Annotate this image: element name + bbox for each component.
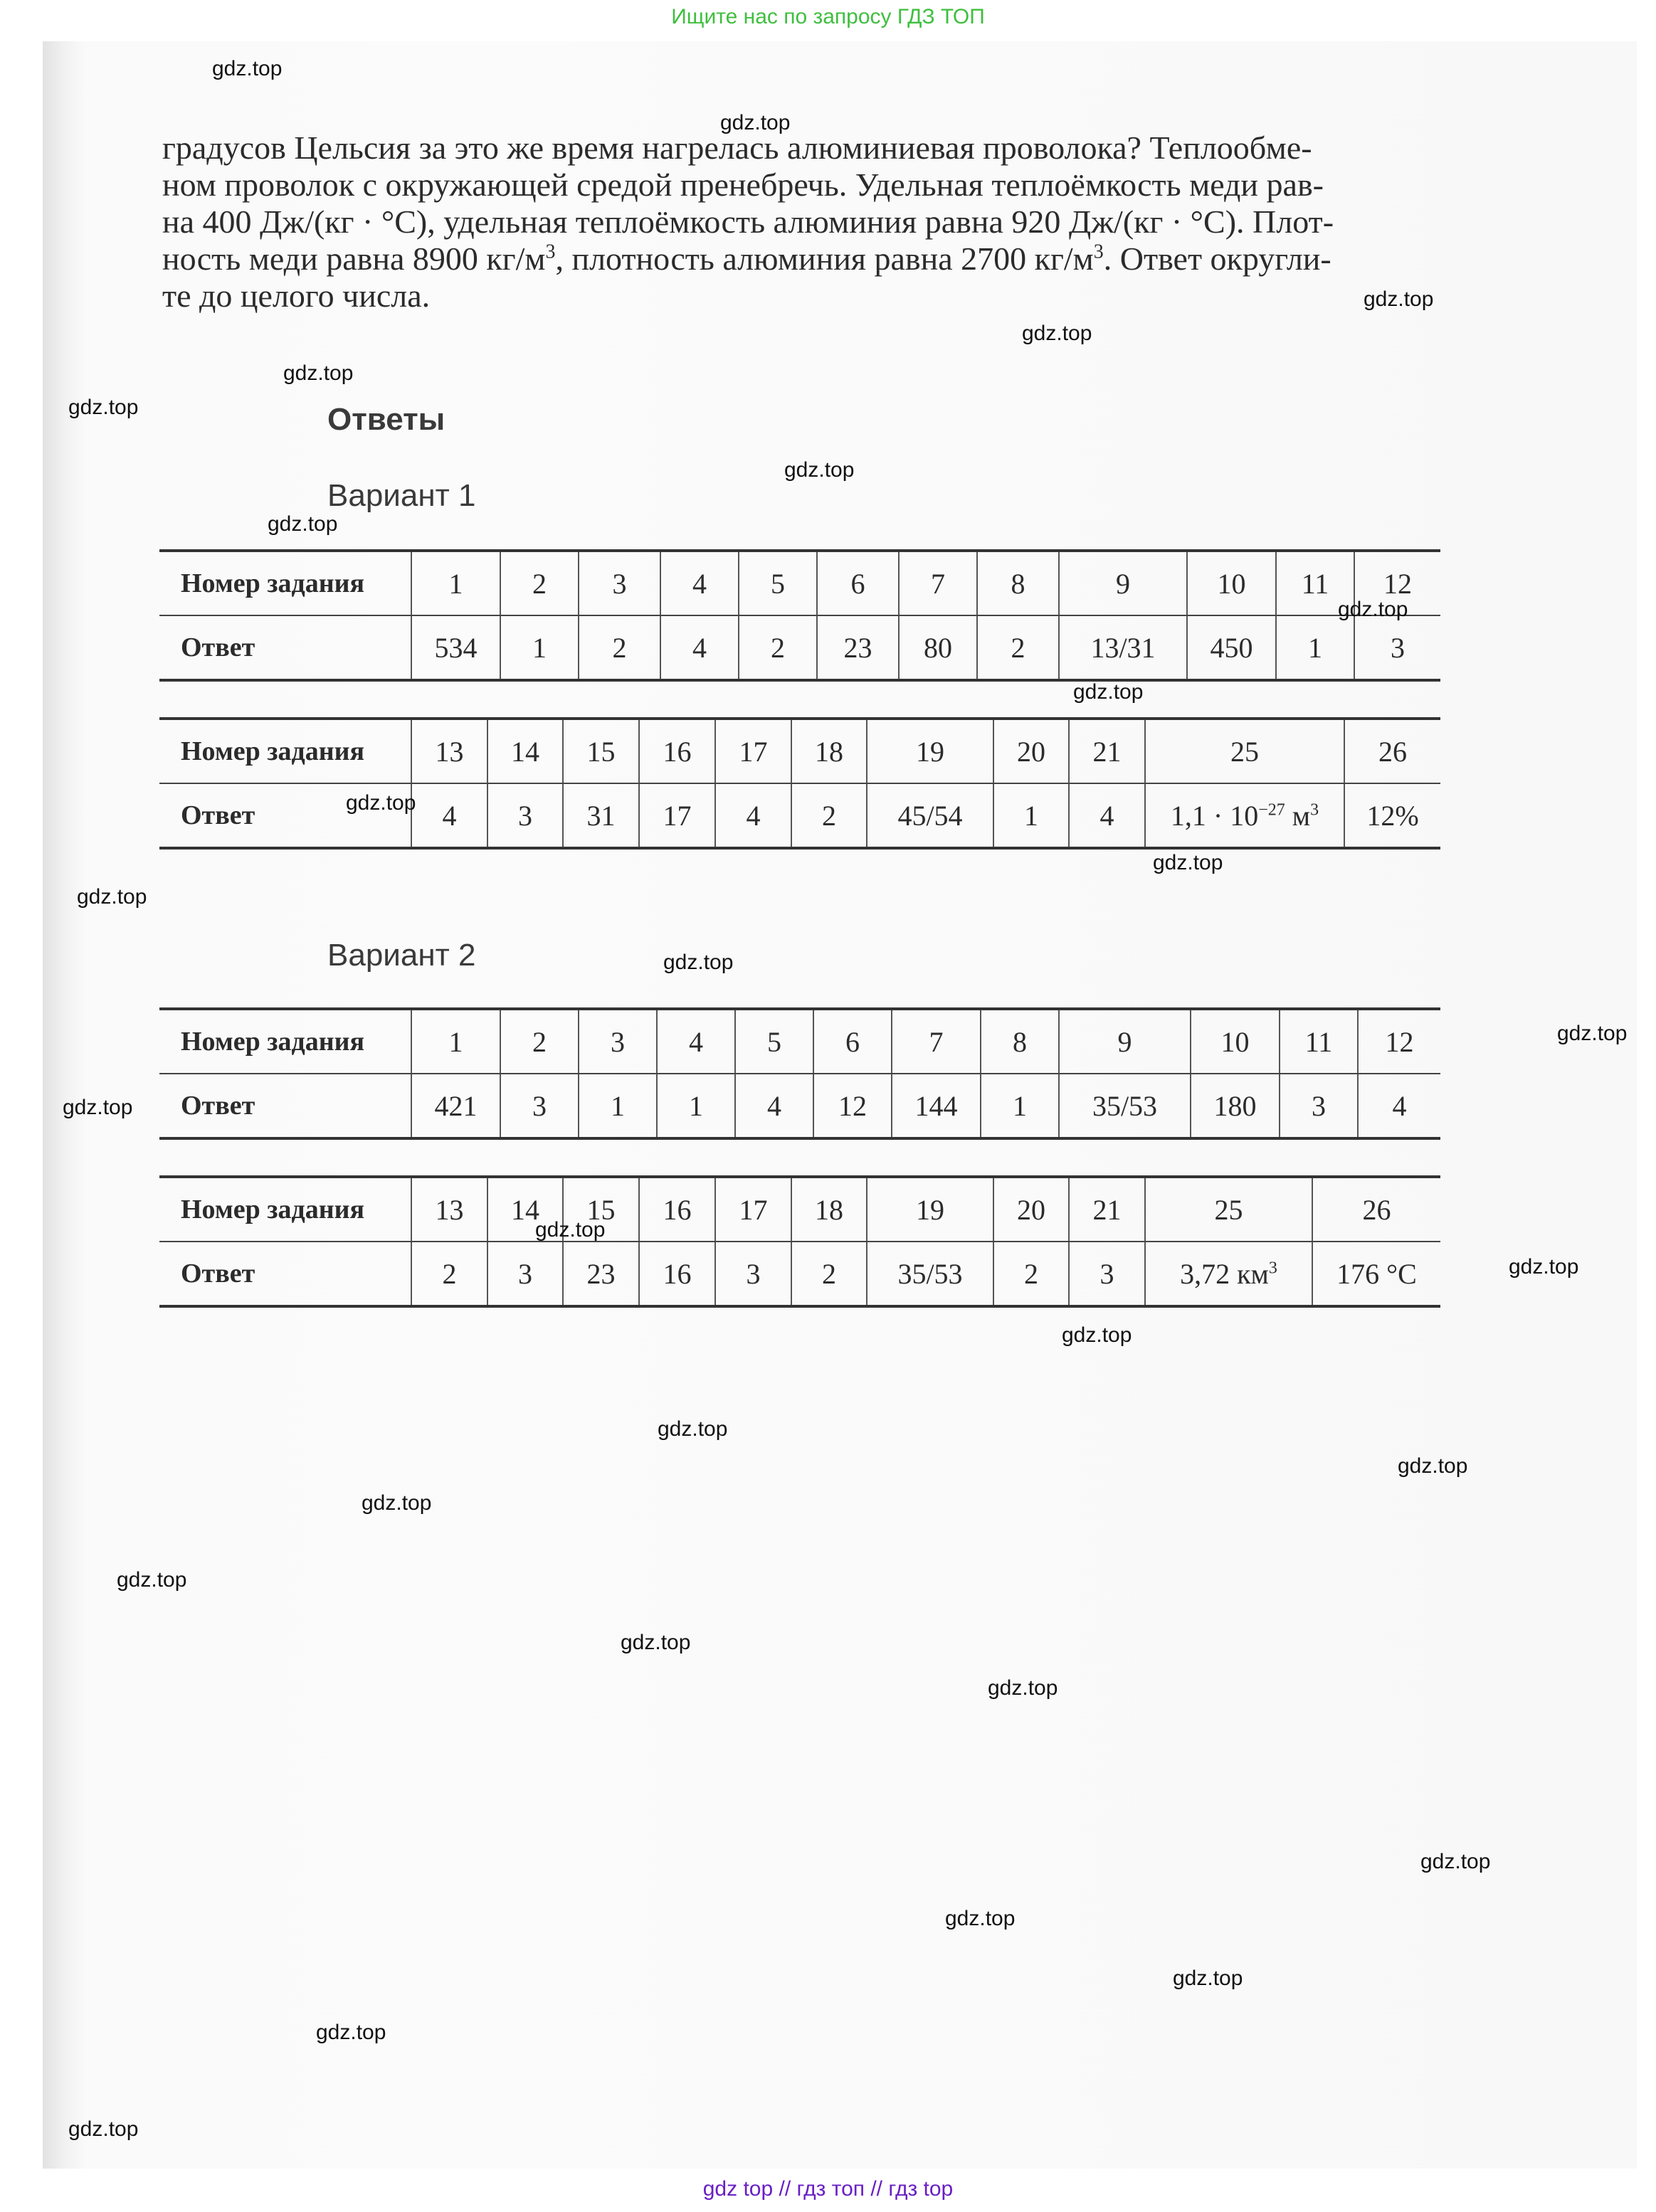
task-number-row	[159, 1009, 1440, 1074]
task-number: 11	[1276, 551, 1354, 615]
task-number: 12	[1358, 1009, 1440, 1074]
row-label: Ответ	[181, 1259, 255, 1288]
answer-cell: 4	[735, 1074, 813, 1138]
watermark: gdz.top	[988, 1676, 1058, 1700]
answer-cell: 31	[563, 783, 639, 848]
answer-cell: 2	[993, 1242, 1069, 1306]
problem-line: градусов Цельсия за это же время нагрелась алюминиевая проволока? Теплообме-	[162, 129, 1312, 166]
answer-cell: $1,1 \cdot 10^{-27}$ $м^3$	[1145, 783, 1344, 848]
answer-cell: 2	[791, 1242, 867, 1306]
answer-cell: 4	[660, 615, 739, 680]
answer-cell: 4	[715, 783, 791, 848]
watermark: gdz.top	[1153, 851, 1223, 874]
answer-cell: 180	[1191, 1074, 1280, 1138]
answer-cell: 1	[579, 1074, 657, 1138]
answer-row	[159, 1074, 1440, 1138]
task-number: 5	[735, 1009, 813, 1074]
answer-cell: 4	[411, 783, 487, 848]
watermark: gdz.top	[1022, 322, 1092, 345]
answer-cell: 3	[487, 1242, 563, 1306]
answer-cell: 1	[500, 615, 579, 680]
task-number: 7	[899, 551, 977, 615]
task-number: 8	[977, 551, 1059, 615]
answer-cell: 3,72 $км^3$	[1145, 1242, 1312, 1306]
answer-cell: 3	[500, 1074, 579, 1138]
answer-cell: 12%	[1344, 783, 1440, 848]
answer-cell: 2	[791, 783, 867, 848]
variant-1-title: Вариант 1	[327, 478, 476, 513]
row-label: Ответ	[181, 800, 255, 830]
task-number: 16	[639, 719, 715, 783]
answer-cell: 80	[899, 615, 977, 680]
task-number: 14	[487, 1177, 563, 1242]
task-number: 15	[563, 719, 639, 783]
answer-cell: 2	[977, 615, 1059, 680]
watermark: gdz.top	[945, 1907, 1016, 1930]
watermark: gdz.top	[117, 1568, 187, 1592]
answers-heading: Ответы	[327, 402, 445, 437]
answer-cell: 17	[639, 783, 715, 848]
watermark: gdz.top	[535, 1218, 606, 1242]
problem-line: ность меди равна 8900 $кг/м^3$, плотность алюминия равна 2700 $кг/м^3$. Ответ округли-	[162, 240, 1331, 277]
problem-line: ном проволок с окружающей средой пренебречь. Удельная теплоёмкость меди рав-	[162, 166, 1324, 203]
answer-cell: 13/31	[1059, 615, 1187, 680]
answer-cell: 45/54	[867, 783, 993, 848]
answer-cell: 4	[1069, 783, 1145, 848]
watermark: gdz.top	[1173, 1967, 1243, 1990]
task-number: 18	[791, 719, 867, 783]
watermark: gdz.top	[1338, 598, 1408, 621]
bottom-banner[interactable]: gdz top // гдз топ // гдз top	[702, 2177, 954, 2201]
watermark: gdz.top	[212, 57, 283, 80]
variant-2-title: Вариант 2	[327, 938, 476, 973]
task-number: 1	[411, 1009, 500, 1074]
task-number: 3	[579, 1009, 657, 1074]
answer-cell: 421	[411, 1074, 500, 1138]
answer-cell: 3	[1280, 1074, 1358, 1138]
variant-1-table-2	[159, 717, 1440, 850]
watermark: gdz.top	[268, 512, 338, 536]
watermark: gdz.top	[720, 111, 791, 134]
answer-cell: 450	[1187, 615, 1276, 680]
watermark: gdz.top	[621, 1631, 691, 1654]
task-number: 9	[1059, 1009, 1191, 1074]
task-number: 26	[1312, 1177, 1440, 1242]
problem-text	[162, 129, 1443, 314]
task-number: 19	[867, 1177, 993, 1242]
top-banner[interactable]: Ищите нас по запросу ГДЗ ТОП	[671, 5, 985, 28]
answer-row	[159, 1242, 1440, 1306]
task-number-row	[159, 551, 1440, 615]
watermark: gdz.top	[316, 2021, 386, 2044]
variant-1-table-1	[159, 549, 1440, 682]
watermark: gdz.top	[1557, 1022, 1628, 1045]
task-number: 21	[1069, 719, 1145, 783]
task-number: 4	[660, 551, 739, 615]
row-label: Ответ	[181, 1091, 255, 1121]
task-number: 15	[563, 1177, 639, 1242]
watermark: gdz.top	[77, 885, 147, 909]
variant-2-table-2	[159, 1175, 1440, 1308]
answer-cell: 35/53	[1059, 1074, 1191, 1138]
answer-cell: 3	[1354, 615, 1440, 680]
task-number-row	[159, 1177, 1440, 1242]
watermark: gdz.top	[346, 791, 416, 815]
answer-cell: 1	[981, 1074, 1059, 1138]
task-number: 3	[579, 551, 660, 615]
watermark: gdz.top	[658, 1417, 728, 1441]
answer-cell: 1	[1276, 615, 1354, 680]
task-number: 2	[500, 1009, 579, 1074]
task-number: 13	[411, 719, 487, 783]
task-number-row	[159, 719, 1440, 783]
problem-line: на 400 Дж/(кг · °С), удельная теплоёмкость алюминия равна 920 Дж/(кг · °С). Плот-	[162, 203, 1334, 240]
watermark: gdz.top	[283, 361, 354, 385]
watermark: gdz.top	[784, 458, 855, 482]
row-label: Номер задания	[159, 719, 411, 783]
task-number: 17	[715, 1177, 791, 1242]
watermark: gdz.top	[1073, 680, 1144, 704]
answer-cell: 3	[487, 783, 563, 848]
watermark: gdz.top	[362, 1491, 432, 1515]
watermark: gdz.top	[1364, 287, 1434, 311]
answer-cell: 12	[813, 1074, 892, 1138]
task-number: 10	[1187, 551, 1276, 615]
task-number: 17	[715, 719, 791, 783]
task-number: 20	[993, 1177, 1069, 1242]
task-number: 13	[411, 1177, 487, 1242]
task-number: 19	[867, 719, 993, 783]
watermark: gdz.top	[63, 1096, 133, 1119]
answer-cell: 534	[411, 615, 500, 680]
watermark: gdz.top	[1420, 1850, 1491, 1873]
task-number: 9	[1059, 551, 1187, 615]
answer-cell: 3	[1069, 1242, 1145, 1306]
answer-cell: 23	[563, 1242, 639, 1306]
task-number: 4	[657, 1009, 735, 1074]
task-number: 18	[791, 1177, 867, 1242]
task-number: 1	[411, 551, 500, 615]
answer-cell: 4	[1358, 1074, 1440, 1138]
answer-cell: 2	[579, 615, 660, 680]
row-label: Номер задания	[159, 1177, 411, 1242]
task-number: 6	[813, 1009, 892, 1074]
answer-cell: 144	[892, 1074, 981, 1138]
answer-cell: 1	[993, 783, 1069, 848]
answer-row	[159, 615, 1440, 680]
answer-cell: 3	[715, 1242, 791, 1306]
task-number: 12	[1354, 551, 1440, 615]
watermark: gdz.top	[68, 396, 139, 419]
task-number: 21	[1069, 1177, 1145, 1242]
row-label: Ответ	[181, 633, 255, 662]
answer-cell: 2	[739, 615, 817, 680]
variant-2-table-1	[159, 1007, 1440, 1140]
task-number: 26	[1344, 719, 1440, 783]
task-number: 2	[500, 551, 579, 615]
task-number: 25	[1145, 1177, 1312, 1242]
watermark: gdz.top	[1398, 1454, 1468, 1478]
task-number: 11	[1280, 1009, 1358, 1074]
answer-cell: 16	[639, 1242, 715, 1306]
answer-cell: 1	[657, 1074, 735, 1138]
problem-line: те до целого числа.	[162, 277, 431, 314]
answer-cell: 23	[817, 615, 899, 680]
task-number: 5	[739, 551, 817, 615]
task-number: 6	[817, 551, 899, 615]
watermark: gdz.top	[663, 951, 734, 974]
row-label: Номер задания	[159, 551, 411, 615]
task-number: 8	[981, 1009, 1059, 1074]
watermark: gdz.top	[1509, 1255, 1579, 1279]
task-number: 20	[993, 719, 1069, 783]
task-number: 16	[639, 1177, 715, 1242]
answer-cell: 2	[411, 1242, 487, 1306]
watermark: gdz.top	[68, 2117, 139, 2141]
task-number: 7	[892, 1009, 981, 1074]
task-number: 10	[1191, 1009, 1280, 1074]
task-number: 25	[1145, 719, 1344, 783]
watermark: gdz.top	[1062, 1323, 1132, 1347]
answer-cell: 35/53	[867, 1242, 993, 1306]
row-label: Номер задания	[159, 1009, 411, 1074]
answer-cell: 176 °С	[1312, 1242, 1440, 1306]
task-number: 14	[487, 719, 563, 783]
